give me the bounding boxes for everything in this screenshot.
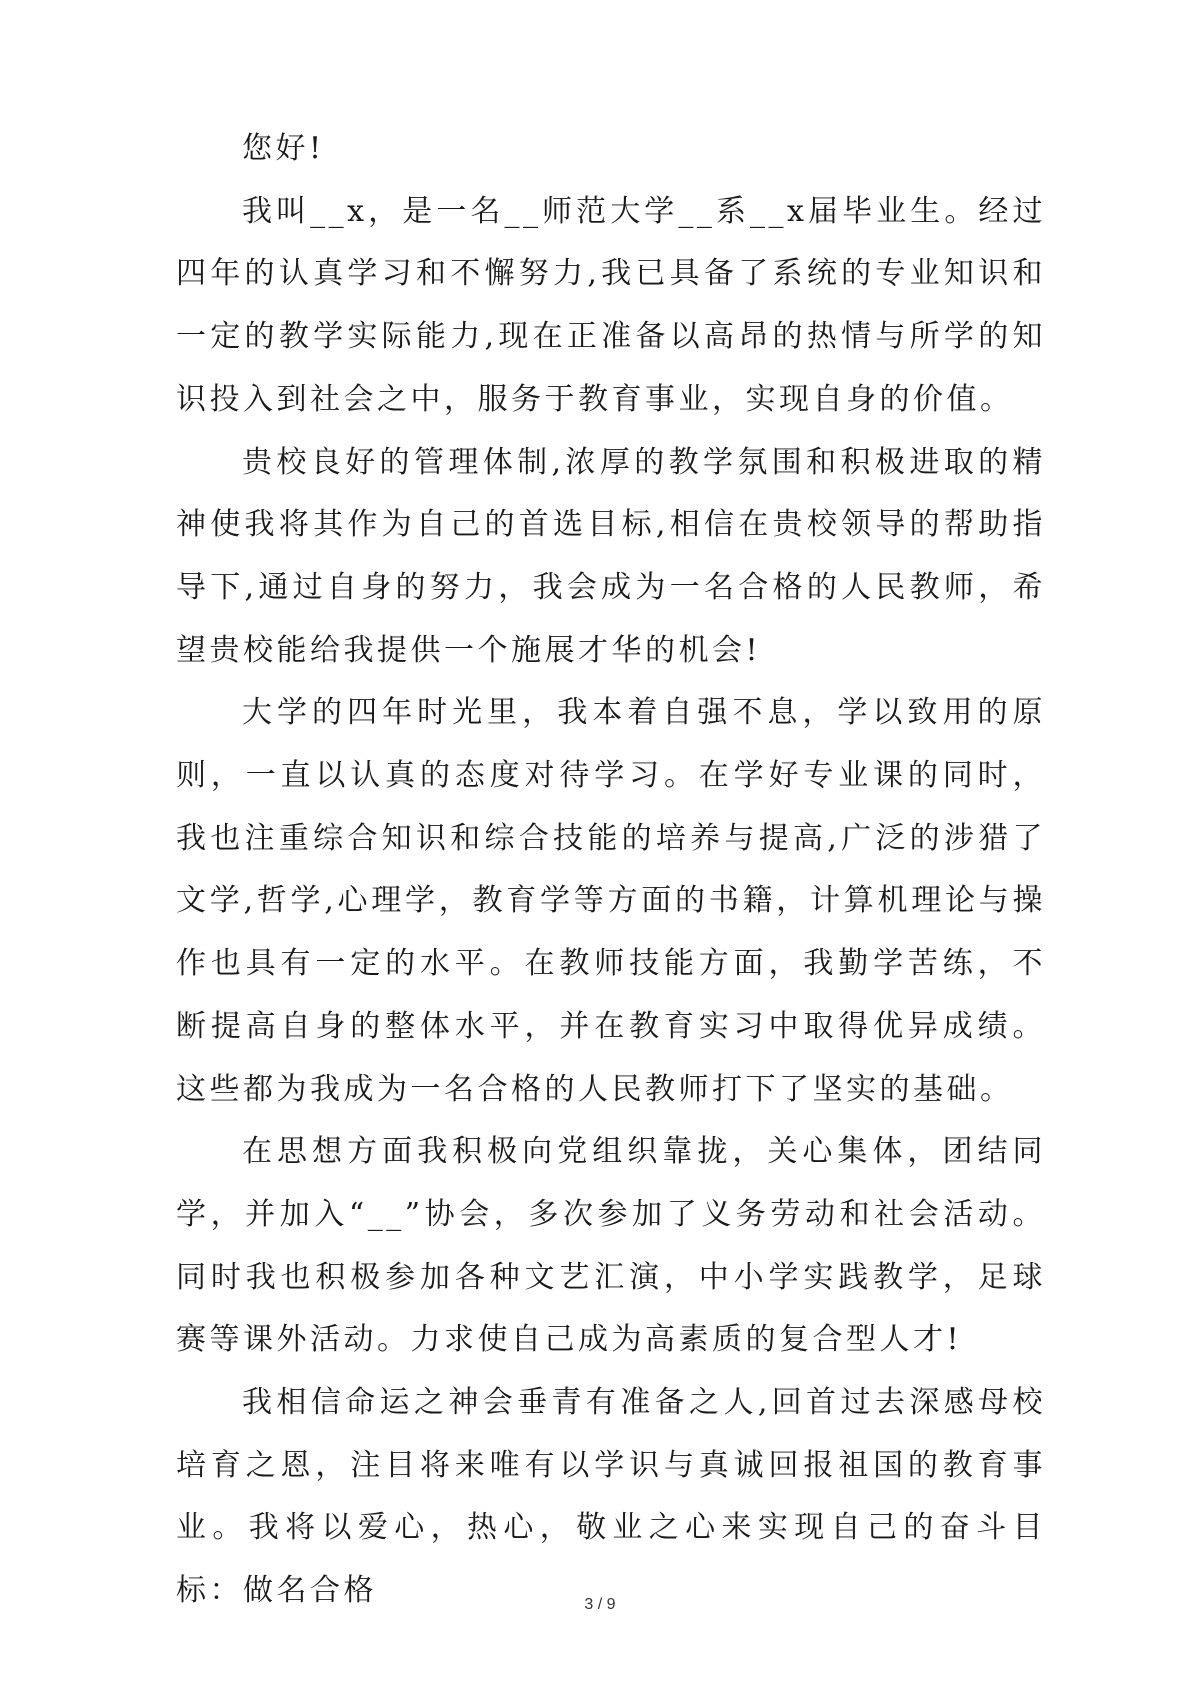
letter-body [176,118,1046,1623]
page-number: 3 / 9 [584,1596,616,1613]
paragraph-school-choice: 贵校良好的管理体制,浓厚的教学氛围和积极进取的精神使我将其作为自己的首选目标,相信在贵校领导的帮助指导下,通过自身的努力，我会成为一名合格的人民教师，希望贵校能给我提供一个施展才华的机会! [176,444,1046,668]
paragraph-intro: 我叫__x，是一名__师范大学__系__x届毕业生。经过四年的认真学习和不懈努力,我已具备了系统的专业知识和一定的教学实际能力,现在正准备以高昂的热情与所学的知识投入到社会之中，服务于教育事业，实现自身的价值。 [176,193,1046,417]
greeting: 您好! [242,131,325,166]
paragraph-closing: 我相信命运之神会垂青有准备之人,回首过去深感母校培育之恩，注目将来唯有以学识与真诚回报祖国的教育事业。我将以爱心，热心，敬业之心来实现自己的奋斗目标：做名合格 [176,1385,1046,1609]
paragraph-ideology-activities: 在思想方面我积极向党组织靠拢，关心集体，团结同学，并加入“__”协会，多次参加了义务劳动和社会活动。同时我也积极参加各种文艺汇演，中小学实践教学，足球赛等课外活动。力求使自己成为高素质的复合型人才! [176,1134,1046,1358]
paragraph-university-study: 大学的四年时光里，我本着自强不息，学以致用的原则，一直以认真的态度对待学习。在学好专业课的同时，我也注重综合知识和综合技能的培养与提高,广泛的涉猎了文学,哲学,心理学，教育学等方面的书籍，计算机理论与操作也具有一定的水平。在教师技能方面，我勤学苦练，不断提高自身的整体水平，并在教育实习中取得优异成绩。这些都为我成为一名合格的人民教师打下了坚实的基础。 [176,695,1046,1107]
